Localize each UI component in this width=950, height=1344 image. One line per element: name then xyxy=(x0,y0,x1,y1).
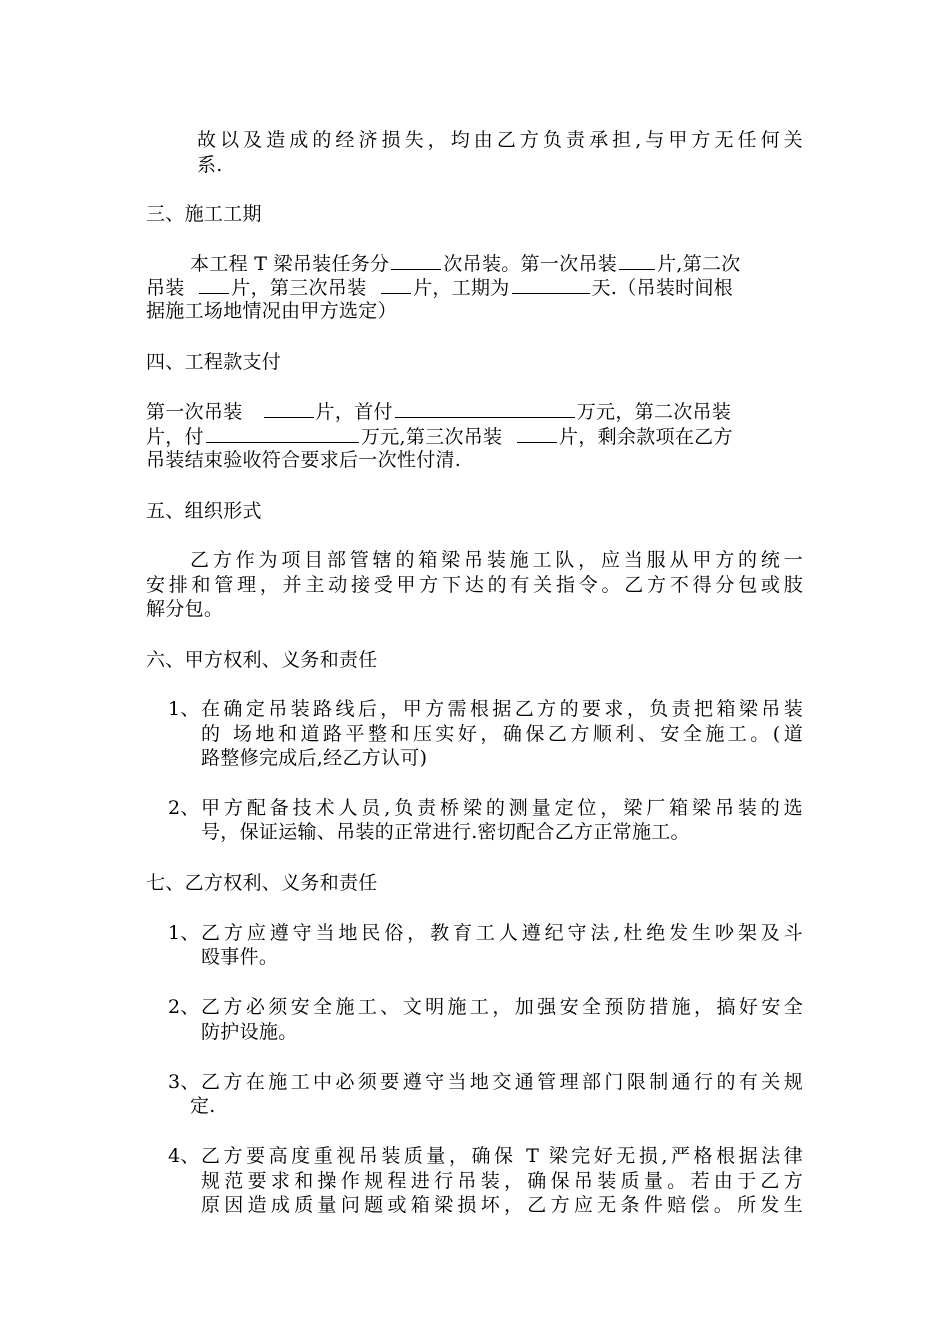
fill-blank xyxy=(619,251,655,270)
paragraph-line: 吊装结束验收符合要求后一次性付清. xyxy=(146,449,462,471)
list-item-line: 乙方应遵守当地民俗，教育工人遵纪守法,杜绝发生吵架及斗 xyxy=(201,922,803,944)
list-item-line: 的 场地和道路平整和压实好，确保乙方顺利、安全施工。(道 xyxy=(201,723,803,745)
paragraph-line: 故以及造成的经济损失，均由乙方负责承担,与甲方无任何关 xyxy=(197,129,803,151)
paragraph-line: 本工程 T 梁吊装任务分 次吊装。第一次吊装 片,第二次 xyxy=(190,253,741,275)
list-item-number: 1、 xyxy=(168,922,200,944)
fill-blank xyxy=(395,399,575,418)
paragraph-line: 吊装 片，第三次吊装 片，工期为 天.（吊装时间根 xyxy=(146,277,734,299)
list-item-number: 2、 xyxy=(168,797,200,819)
fill-blank xyxy=(517,424,557,443)
paragraph-line: 据施工场地情况由甲方选定） xyxy=(146,300,397,322)
section-heading-4: 四、工程款支付 xyxy=(146,351,282,373)
list-item-line: 原因造成质量问题或箱梁损坏，乙方应无条件赔偿。所发生 xyxy=(201,1194,803,1216)
list-item-line: 乙方必须安全施工、文明施工，加强安全预防措施，搞好安全 xyxy=(201,996,803,1018)
fill-blank xyxy=(206,424,359,443)
paragraph-line: 片，付 万元,第三次吊装 片，剩余款项在乙方 xyxy=(146,426,733,448)
list-item-line: 防护设施。 xyxy=(201,1021,298,1043)
section-heading-5: 五、组织形式 xyxy=(146,500,262,522)
section-heading-7: 七、乙方权利、义务和责任 xyxy=(146,872,378,894)
list-item-line: 殴事件。 xyxy=(201,946,279,968)
fill-blank xyxy=(199,275,229,294)
section-heading-6: 六、甲方权利、义务和责任 xyxy=(146,649,378,671)
list-item-number: 2、 xyxy=(168,996,200,1018)
list-item-line: 规范要求和操作规程进行吊装，确保吊装质量。若由于乙方 xyxy=(201,1170,803,1192)
list-item-number: 4、 xyxy=(168,1145,200,1167)
list-item-line: 乙方在施工中必须要遵守当地交通管理部门限制通行的有关规 xyxy=(201,1071,803,1093)
list-item-line: 乙方要高度重视吊装质量，确保 T 梁完好无损,严格根据法律 xyxy=(201,1145,803,1167)
fill-blank xyxy=(381,275,411,294)
paragraph-line: 安排和管理，并主动接受甲方下达的有关指令。乙方不得分包或肢 xyxy=(146,574,803,596)
fill-blank xyxy=(391,251,441,270)
list-item-line: 定. xyxy=(190,1095,216,1117)
section-heading-3: 三、施工工期 xyxy=(146,203,262,225)
paragraph-line: 系. xyxy=(197,154,223,176)
paragraph-line: 解分包。 xyxy=(146,598,224,620)
list-item-line: 号，保证运输、吊装的正常进行.密切配合乙方正常施工。 xyxy=(201,821,690,843)
list-item-line: 路整修完成后,经乙方认可) xyxy=(201,747,428,769)
list-item-line: 在确定吊装路线后，甲方需根据乙方的要求，负责把箱梁吊装 xyxy=(201,698,803,720)
paragraph-line: 第一次吊装 片，首付 万元，第二次吊装 xyxy=(146,401,732,423)
list-item-number: 1、 xyxy=(168,698,200,720)
paragraph-line: 乙方作为项目部管辖的箱梁吊装施工队，应当服从甲方的统一 xyxy=(190,549,803,571)
list-item-number: 3、 xyxy=(168,1071,200,1093)
fill-blank xyxy=(512,275,590,294)
list-item-line: 甲方配备技术人员,负责桥梁的测量定位，梁厂箱梁吊装的选 xyxy=(201,797,803,819)
fill-blank xyxy=(264,399,314,418)
